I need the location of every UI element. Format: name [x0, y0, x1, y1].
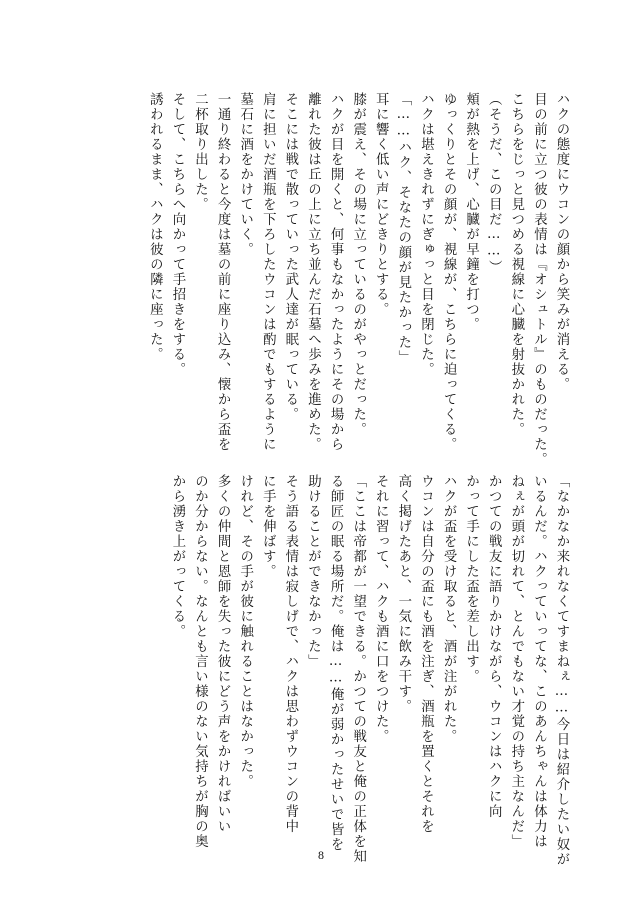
text-line: 一通り終わると今度は墓の前に座り込み、懐から盃を — [215, 92, 231, 452]
text-line: 膝が震え、その場に立っているのがやっとだった。 — [350, 92, 366, 437]
text-line: 頬が熱を上げ、心臓が早鐘を打つ。 — [463, 92, 479, 332]
text-line: （そうだ、この目だ……） — [486, 92, 502, 276]
text-line: 助けることができなかった」 — [305, 474, 321, 669]
text-line: こちらをじっと見つめる視線に心臓を射抜かれた。 — [508, 92, 524, 437]
text-line: 「なかなか来れなくてすまねぇ……今日は紹介したい奴が — [554, 474, 569, 868]
text-line: のか分からない。なんとも言い様のない気持ちが胸の奥 — [192, 474, 208, 849]
text-line: ゆっくりとその顔が、視線が、こちらに迫ってくる。 — [441, 92, 457, 452]
text-line: ハクの態度にウコンの顔から笑みが消える。 — [554, 92, 569, 392]
text-line: かつての戦友に語りかけながら、ウコンはハクに向 — [486, 474, 502, 819]
text-line: 誘われるまま、ハクは彼の隣に座った。 — [147, 92, 163, 362]
text-line: そして、こちらへ向かって手招きをする。 — [169, 92, 185, 377]
text-line: に手を伸ばす。 — [260, 474, 276, 579]
text-line: 墓石に酒をかけていく。 — [237, 92, 253, 257]
text-block-bottom — [165, 474, 572, 868]
text-line: 高く掲げたあと、一気に飲み干す。 — [395, 474, 411, 714]
text-line: けれど、その手が彼に触れることはなかった。 — [237, 474, 253, 789]
text-line: 耳に響く低い声にどきりとする。 — [373, 92, 389, 317]
text-line: かって手にした盃を差し出す。 — [463, 474, 479, 684]
text-line: 目の前に立つ彼の表情は『オシュトル』のものだった。 — [531, 92, 547, 467]
text-line: 「……ハク、そなたの顔が見たかった」 — [395, 92, 411, 366]
text-line: いるんだ。ハクっていってな、このあんちゃんは体力は — [531, 474, 547, 849]
text-line: る師匠の眠る場所だ。俺は……俺が弱かったせいで皆を — [328, 474, 344, 853]
text-line: そこには戦で散っていった武人達が眠っている。 — [282, 92, 298, 422]
text-line: 肩に担いだ酒瓶を下ろしたウコンは酌でもするように — [260, 92, 276, 452]
page-number: 8 — [318, 848, 324, 862]
text-line: ハクが目を開くと、何事もなかったようにその場から — [328, 92, 344, 452]
text-line: 多くの仲間と恩師を失った彼にどう声をかければいい — [215, 474, 231, 834]
text-line: 離れた彼は丘の上に立ち並んだ石墓へ歩みを進めた。 — [305, 92, 321, 452]
text-block-top — [143, 92, 572, 467]
text-line: そう語る表情は寂しげで、ハクは思わずウコンの背中 — [282, 474, 298, 834]
text-line: それに習って、ハクも酒に口をつけた。 — [373, 474, 389, 744]
text-line: ハクが盃を受け取ると、酒が注がれた。 — [441, 474, 457, 744]
text-line: ねぇが頭が切れて、とんでもない才覚の持ち主なんだ」 — [508, 474, 524, 849]
text-line: から湧き上がってくる。 — [169, 474, 185, 639]
text-line: 「ここは帝都が一望できる。かつての戦友と俺の正体を知 — [350, 474, 366, 864]
text-line: 二杯取り出した。 — [192, 92, 208, 212]
text-line: ウコンは自分の盃にも酒を注ぎ、酒瓶を置くとそれを — [418, 474, 434, 834]
text-line: ハクは堪えきれずにぎゅっと目を閉じた。 — [418, 92, 434, 377]
